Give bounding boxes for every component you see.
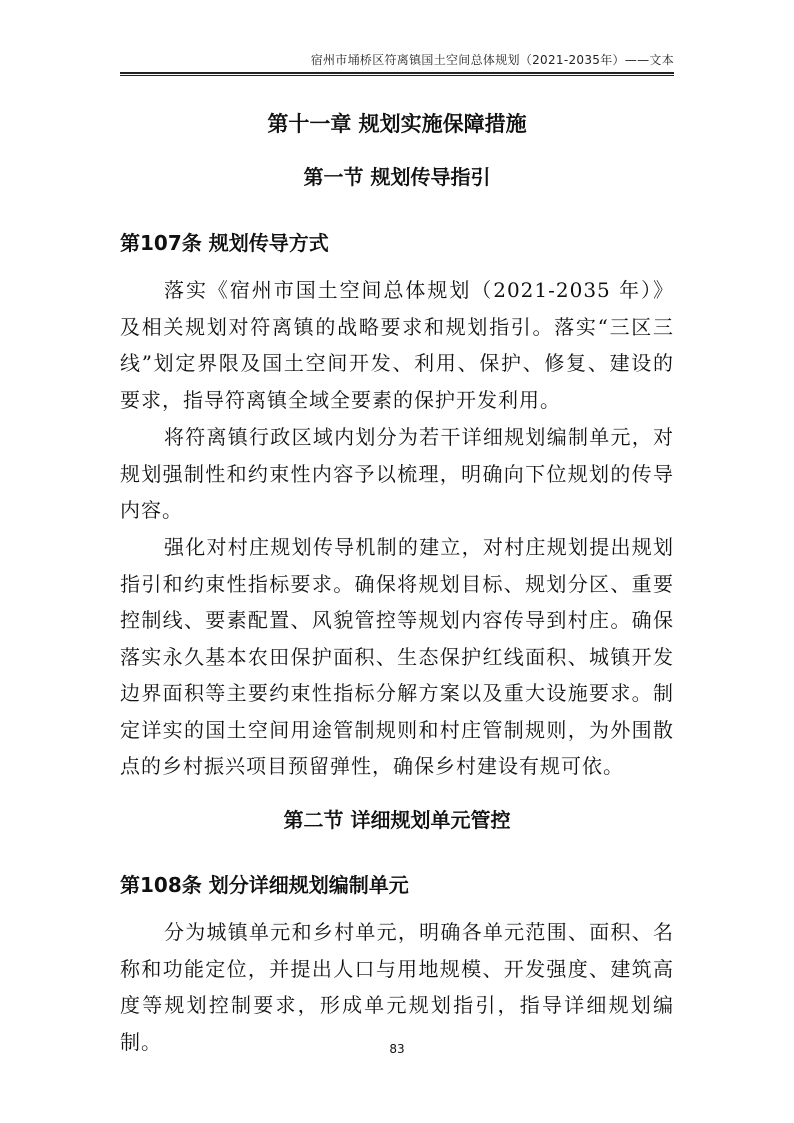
paragraph: 分为城镇单元和乡村单元，明确各单元范围、面积、名称和功能定位，并提出人口与用地规模、开发强度、建筑高度等规划控制要求，形成单元规划指引，指导详细规划编制。 xyxy=(120,920,674,1054)
section-title: 第二节 详细规划单元管控 xyxy=(283,808,511,832)
header-rule-thick xyxy=(120,72,674,74)
paragraph: 落实《宿州市国土空间总体规划（2021-2035 年）》及相关规划对符离镇的战略要求和规划指引。落实“三区三线”划定界限及国土空间开发、利用、保护、修复、建设的要求，指导符离镇全域全要素的保护开发利用。 xyxy=(120,278,674,412)
header-rule-thin xyxy=(120,75,674,76)
article-title: 第108条 划分详细规划编制单元 xyxy=(120,873,409,897)
running-header: 宿州市埇桥区符离镇国土空间总体规划（2021-2035年）——文本 xyxy=(310,53,674,67)
chapter-title: 第十一章 规划实施保障措施 xyxy=(267,112,527,136)
paragraph: 强化对村庄规划传导机制的建立，对村庄规划提出规划指引和约束性指标要求。确保将规划目标、规划分区、重要控制线、要素配置、风貌管控等规划内容传导到村庄。确保落实永久基本农田保护面积、生态保护红线面积、城镇开发边界面积等主要约束性指标分解方案以及重大设施要求。制定详实的国土空间用途管制规则和村庄管制规则，为外围散点的乡村振兴项目预留弹性，确保乡村建设有规可依。 xyxy=(120,535,674,778)
paragraph: 将符离镇行政区域内划分为若干详细规划编制单元，对规划强制性和约束性内容予以梳理，明确向下位规划的传导内容。 xyxy=(120,425,674,522)
section-title: 第一节 规划传导指引 xyxy=(303,165,491,189)
page-number: 83 xyxy=(389,1042,405,1056)
article-title: 第107条 规划传导方式 xyxy=(120,231,329,255)
